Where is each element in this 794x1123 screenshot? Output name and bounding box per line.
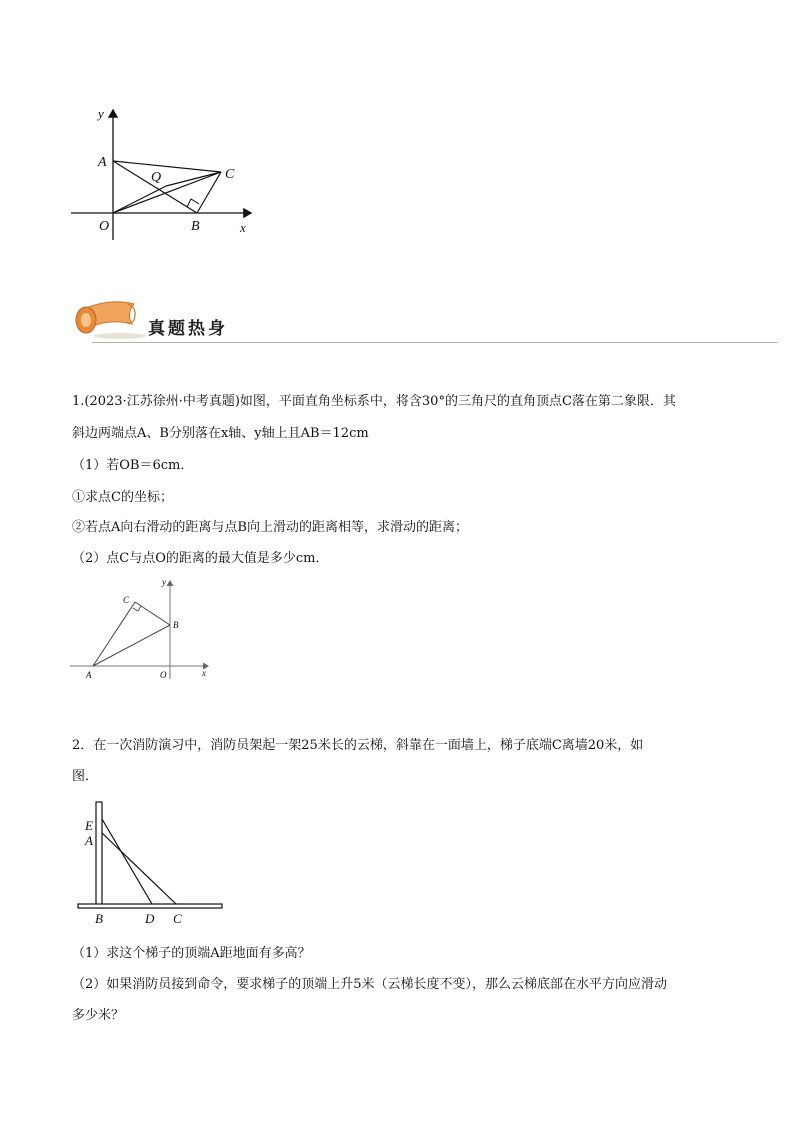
label-x: x [240, 220, 246, 235]
label-A: A [86, 670, 92, 680]
label-O: O [99, 219, 110, 234]
label-E: E [85, 818, 93, 833]
right-angle-mark [187, 199, 199, 207]
ladder-ED [102, 819, 152, 904]
top-coordinate-figure [66, 100, 266, 245]
ground [78, 904, 222, 908]
scroll-icon [72, 298, 148, 344]
ladder-AC [102, 833, 176, 904]
q2-part2-line2: 多少米？ [72, 1008, 125, 1023]
label-A: A [98, 155, 107, 170]
label-x: x [202, 668, 206, 678]
right-angle-mark [133, 606, 141, 611]
q2-figure [72, 795, 232, 930]
q1-part1: （1）若OB＝6cm． [72, 458, 194, 473]
q2-line2: 图． [72, 769, 99, 784]
banner-rule [92, 342, 778, 343]
label-C: C [123, 595, 130, 605]
label-Q: Q [151, 170, 162, 185]
label-D: D [145, 911, 155, 926]
label-y: y [162, 577, 166, 587]
label-B: B [191, 219, 200, 234]
q1-sub2: ②若点A向右滑动的距离与点B向上滑动的距离相等，求滑动的距离； [72, 520, 468, 535]
q1-part2: （2）点C与点O的距离的最大值是多少cm． [72, 551, 329, 566]
label-C: C [173, 911, 182, 926]
q1-line1: 1.(2023·江苏徐州·中考真题)如图，平面直角坐标系中，将含30°的三角尺的直角顶点C落在第二象限．其 [72, 394, 676, 409]
banner-title: 真题热身 [148, 319, 228, 339]
q1-sub1: ①求点C的坐标； [72, 490, 173, 505]
q1-line2: 斜边两端点A、B分别落在x轴、y轴上且AB＝12cm [72, 426, 369, 441]
label-y: y [98, 106, 104, 121]
q2-part2-line1: （2）如果消防员接到命令，要求梯子的顶端上升5米（云梯长度不变），那么云梯底部在水平方向应滑动 [72, 977, 668, 992]
label-O: O [160, 670, 167, 680]
q2-part1: （1）求这个梯子的顶端A距地面有多高？ [72, 946, 311, 961]
q2-line1: 2．在一次消防演习中，消防员架起一架25米长的云梯，斜靠在一面墙上，梯子底端C离墙20米，如 [72, 738, 644, 753]
label-C: C [225, 167, 235, 182]
label-B: B [95, 911, 103, 926]
label-B: B [173, 620, 179, 630]
q1-figure [66, 575, 216, 685]
label-A: A [85, 833, 93, 848]
wall [96, 802, 102, 908]
